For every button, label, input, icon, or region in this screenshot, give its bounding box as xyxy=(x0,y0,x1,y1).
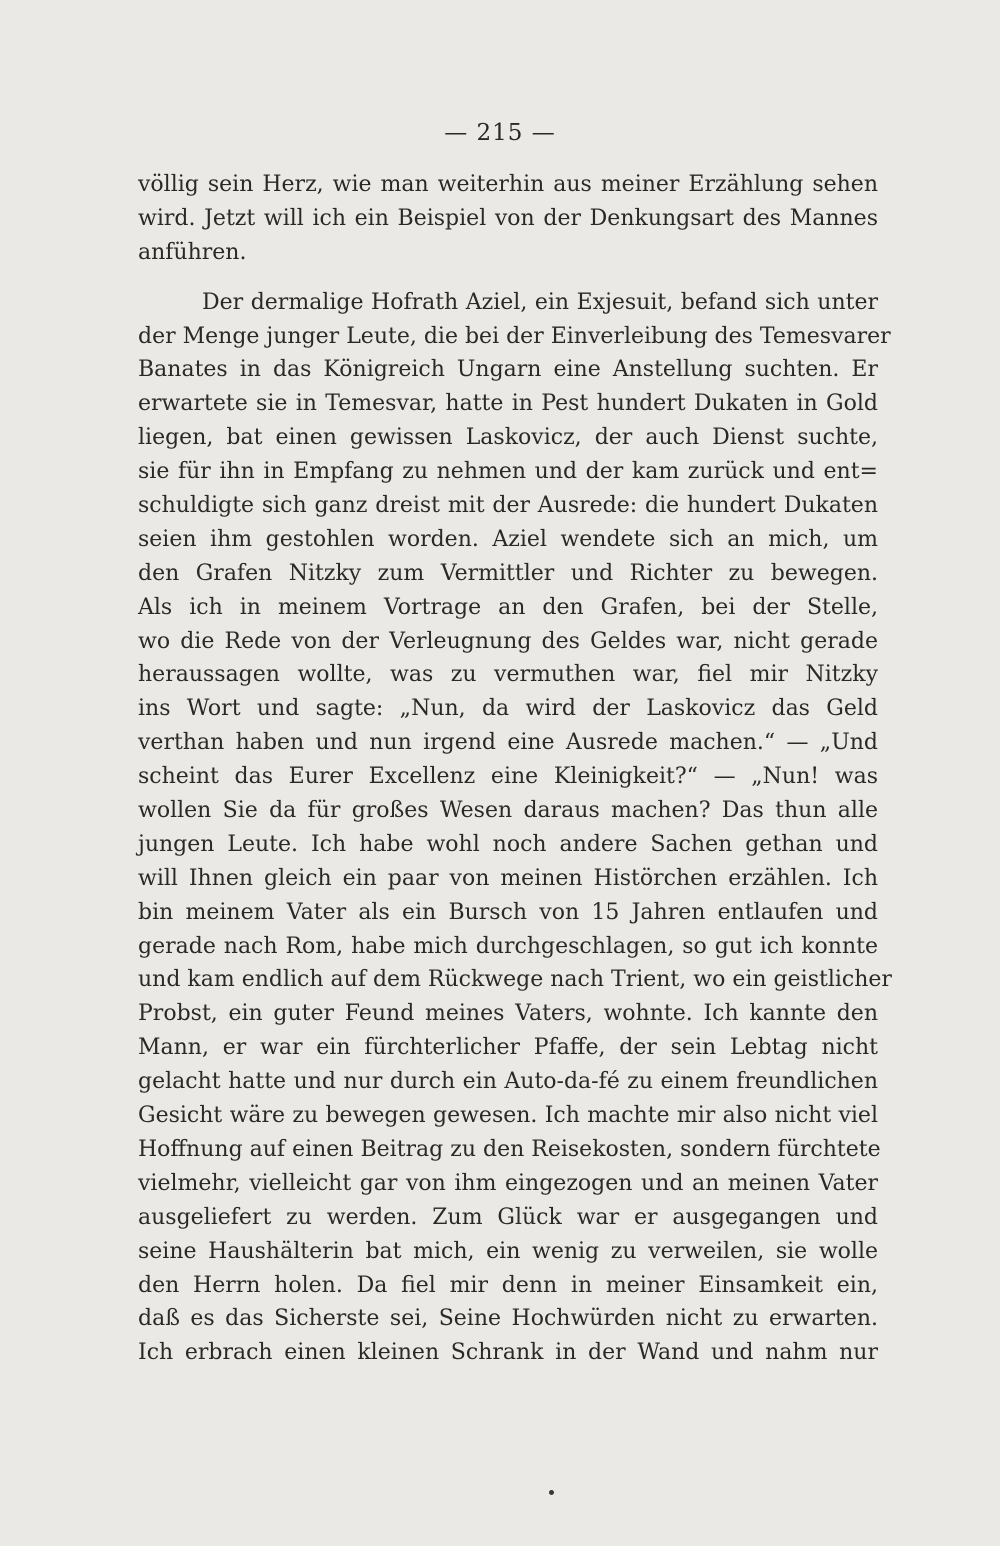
text-line: und kam endlich auf dem Rückwege nach Trient, wo ein geistlicher xyxy=(138,967,892,993)
text-line: liegen, bat einen gewissen Laskovicz, der auch Dienst suchte, xyxy=(138,425,878,451)
text-line: ins Wort und sagte: „Nun, da wird der Laskovicz das Geld xyxy=(138,696,878,722)
text-line: bin meinem Vater als ein Bursch von 15 Jahren entlaufen und xyxy=(138,899,878,925)
text-line: wo die Rede von der Verleugnung des Geldes war, nicht gerade xyxy=(138,628,878,654)
text-line: scheint das Eurer Excellenz eine Kleinigkeit?“ — „Nun! was xyxy=(138,764,878,790)
text-line: Mann, er war ein fürchterlicher Pfaffe, der sein Lebtag nicht xyxy=(138,1035,878,1061)
text-line: der Menge junger Leute, die bei der Einverleibung des Temesvarer xyxy=(138,323,891,349)
text-line: anführen. xyxy=(138,239,247,265)
text-line: erwartete sie in Temesvar, hatte in Pest hundert Dukaten in Gold xyxy=(138,391,878,417)
text-line: wollen Sie da für großes Wesen daraus machen? Das thun alle xyxy=(138,798,878,824)
text-line: heraussagen wollte, was zu vermuthen war, fiel mir Nitzky xyxy=(138,662,878,688)
text-line: Banates in das Königreich Ungarn eine Anstellung suchten. Er xyxy=(138,357,878,383)
text-line: gerade nach Rom, habe mich durchgeschlagen, so gut ich konnte xyxy=(138,933,878,959)
text-line: schuldigte sich ganz dreist mit der Ausrede: die hundert Dukaten xyxy=(138,493,878,519)
text-line: Hoffnung auf einen Beitrag zu den Reisekosten, sondern fürchtete xyxy=(138,1136,881,1162)
text-line: Gesicht wäre zu bewegen gewesen. Ich machte mir also nicht viel xyxy=(138,1103,878,1129)
text-line: vielmehr, vielleicht gar von ihm eingezogen und an meinen Vater xyxy=(138,1170,878,1196)
text-line: Ich erbrach einen kleinen Schrank in der Wand und nahm nur xyxy=(138,1340,878,1366)
text-line: gelacht hatte und nur durch ein Auto-da-fé zu einem freundlichen xyxy=(138,1069,878,1095)
text-line: den Herrn holen. Da fiel mir denn in meiner Einsamkeit ein, xyxy=(138,1272,878,1298)
text-line: den Grafen Nitzky zum Vermittler und Richter zu bewegen. xyxy=(138,560,878,586)
text-line: Als ich in meinem Vortrage an den Grafen, bei der Stelle, xyxy=(138,594,878,620)
body-text xyxy=(138,168,892,1370)
text-line: völlig sein Herz, wie man weiterhin aus meiner Erzählung sehen xyxy=(138,172,878,197)
bottom-mark xyxy=(549,1490,554,1495)
text-line: ausgeliefert zu werden. Zum Glück war er ausgegangen und xyxy=(138,1204,878,1230)
text-line: jungen Leute. Ich habe wohl noch andere Sachen gethan und xyxy=(138,831,878,857)
text-line: sie für ihn in Empfang zu nehmen und der kam zurück und ent= xyxy=(138,459,878,485)
text-line: daß es das Sicherste sei, Seine Hochwürden nicht zu erwarten. xyxy=(138,1306,878,1332)
text-line: seine Haushälterin bat mich, ein wenig zu verweilen, sie wolle xyxy=(138,1238,878,1264)
text-line: Der dermalige Hofrath Aziel, ein Exjesuit, befand sich unter xyxy=(202,289,878,315)
text-line: wird. Jetzt will ich ein Beispiel von der Denkungsart des Mannes xyxy=(138,205,878,231)
text-line: will Ihnen gleich ein paar von meinen Histörchen erzählen. Ich xyxy=(138,865,878,891)
text-line: seien ihm gestohlen worden. Aziel wendete sich an mich, um xyxy=(138,526,878,552)
text-line: verthan haben und nun irgend eine Ausrede machen.“ — „Und xyxy=(138,730,878,756)
page-number: — 215 — xyxy=(444,120,556,146)
text-line: Probst, ein guter Feund meines Vaters, wohnte. Ich kannte den xyxy=(138,1001,878,1027)
